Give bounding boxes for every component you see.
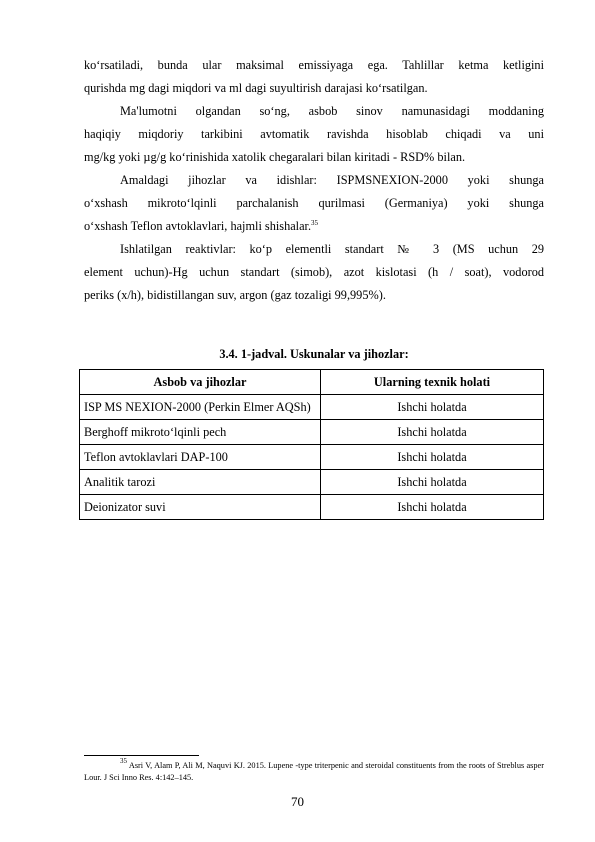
text-line: Amaldagi jihozlar va idishlar: ISPMSNEXION-2000 yoki shunga (120, 173, 544, 187)
table-cell-equipment: Analitik tarozi (80, 470, 321, 495)
table-row (80, 495, 544, 520)
text-line-content: o‘xshash Teflon avtoklavlari, hajmli shishalar. (84, 219, 312, 233)
table-cell-equipment: Deionizator suvi (80, 495, 321, 520)
footnote-separator (84, 755, 199, 756)
table-cell-condition: Ishchi holatda (321, 395, 544, 420)
table-row (80, 395, 544, 420)
footnote-text: Asri V, Alam P, Ali M, Naquvi KJ. 2015. Lupene -type triterpenic and steroidal constituents from the roots of Streblus asper Lour. J Sci Inno Res. 4:142–145. (84, 761, 544, 782)
table-cell-condition: Ishchi holatda (321, 495, 544, 520)
text-line: ko‘rsatiladi, bunda ular maksimal emissiyaga ega. Tahlillar ketma ketligini (84, 58, 544, 72)
text-line: mg/kg yoki µg/g ko‘rinishida xatolik chegaralari bilan kiritadi - RSD% bilan. (84, 150, 466, 164)
text-line: o‘xshash mikroto‘lqinli parchalanish qurilmasi (Germaniya) yoki shunga (84, 196, 544, 210)
table-cell-equipment: Teflon avtoklavlari DAP-100 (80, 445, 321, 470)
table-row (80, 470, 544, 495)
table-cell-condition: Ishchi holatda (321, 420, 544, 445)
text-line: qurishda mg dagi miqdori va ml dagi suyultirish darajasi ko‘rsatilgan. (84, 81, 428, 95)
page-number: 70 (291, 794, 304, 809)
text-line: Ma'lumotni olgandan so‘ng, asbob sinov namunasidagi moddaning (120, 104, 544, 118)
text-line: periks (x/h), bidistillangan suv, argon (gaz tozaligi 99,995%). (84, 288, 386, 302)
table-row (80, 420, 544, 445)
column-header-condition: Ularning texnik holati (321, 370, 544, 395)
footnote-reference: 35 (311, 219, 319, 227)
text-line: element uchun)-Hg uchun standart (simob), azot kislotasi (h / soat), vodorod (84, 265, 544, 279)
text-line: haqiqiy miqdoriy tarkibini avtomatik ravishda hisoblab chiqadi va uni (84, 127, 544, 141)
text-line (84, 215, 544, 238)
paragraph-result-output (84, 100, 544, 169)
table-cell-equipment: Berghoff mikroto‘lqinli pech (80, 420, 321, 445)
table-row (80, 445, 544, 470)
table-cell-condition: Ishchi holatda (321, 470, 544, 495)
table-caption: 3.4. 1-jadval. Uskunalar va jihozlar: (219, 347, 409, 361)
table-header-row (80, 370, 544, 395)
paragraph-equipment (84, 169, 544, 238)
footnote (84, 757, 544, 784)
footnote-number: 35 (120, 757, 127, 765)
paragraph-continuation (84, 54, 544, 100)
paragraph-reagents (84, 238, 544, 307)
equipment-table (79, 369, 544, 520)
column-header-equipment: Asbob va jihozlar (80, 370, 321, 395)
text-line: Ishlatilgan reaktivlar: ko‘p elementli standart № 3 (MS uchun 29 (120, 242, 544, 256)
table-cell-equipment: ISP MS NEXION-2000 (Perkin Elmer AQSh) (80, 395, 321, 420)
table-cell-condition: Ishchi holatda (321, 445, 544, 470)
